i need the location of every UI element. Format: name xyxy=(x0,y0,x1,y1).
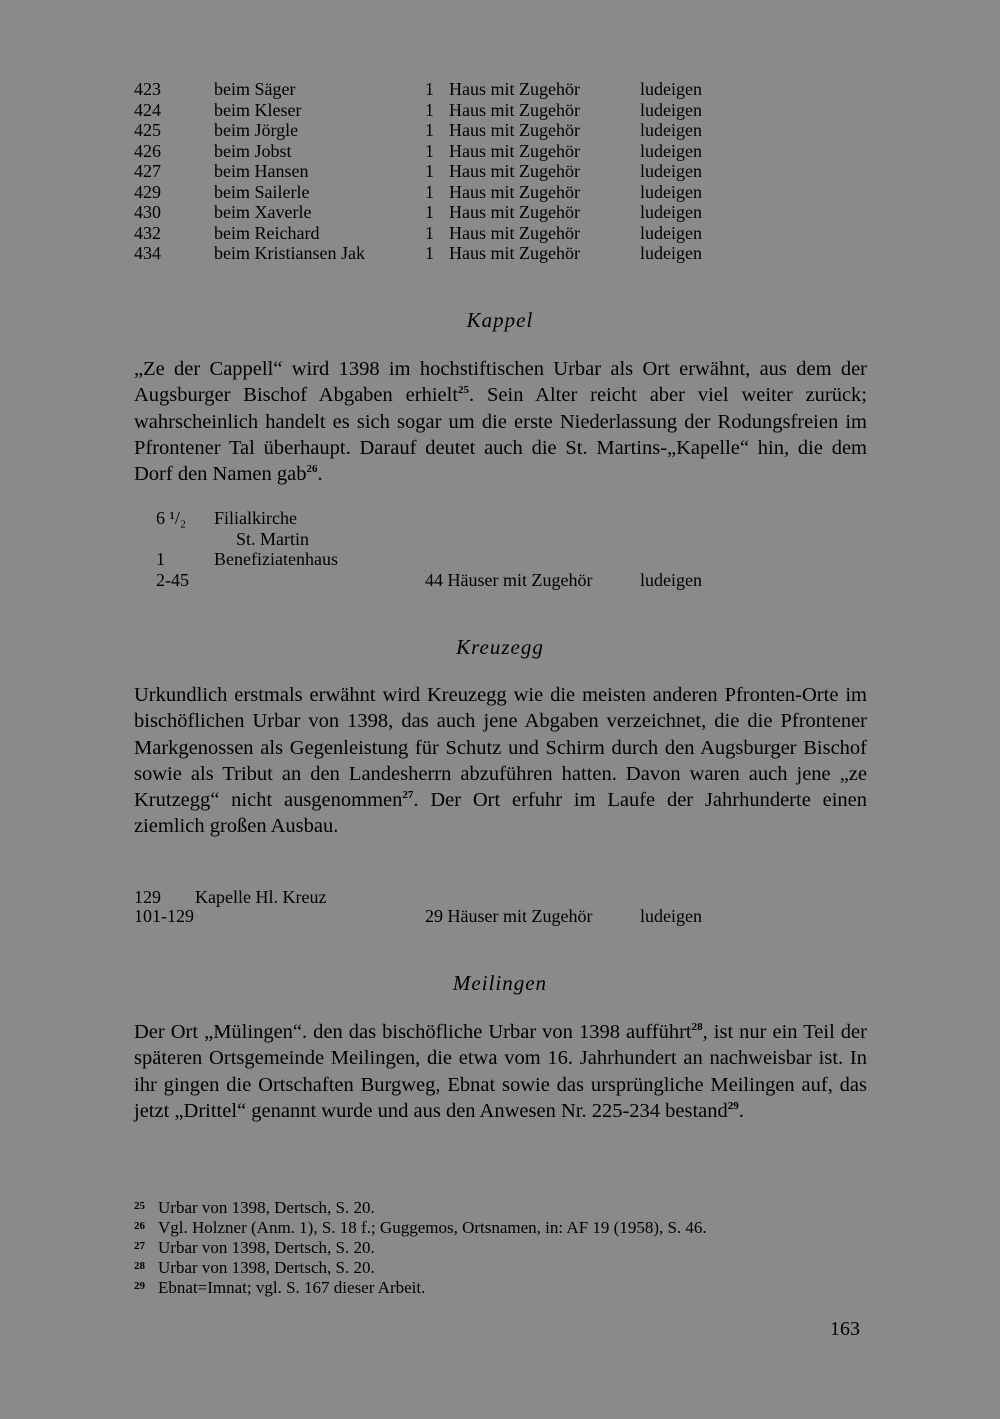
row-number: 432 xyxy=(134,222,161,243)
item-label: St. Martin xyxy=(236,528,310,549)
row-number: 430 xyxy=(134,202,161,222)
footnote-ref: 25 xyxy=(458,384,470,397)
paragraph-text: , ist nur ein Teil der späteren Ortsgemeinde Meilingen, die etwa vom 16. Jahrhundert an nachweisbar ist. In ihr gingen die Ortschaften Burgweg, Ebnat sowie das ursprüngliche Meilingen auf, das jetzt „Drittel“ genannt wurde und aus den Anwesen Nr. 225-234 bestand xyxy=(134,1021,867,1122)
footnote xyxy=(134,1216,707,1238)
row-qty: 1 xyxy=(425,222,434,243)
row-desc: Haus mit Zugehör xyxy=(449,161,580,181)
item-status: ludeigen xyxy=(640,906,702,926)
paragraph-text: . Der Ort erfuhr im Laufe der Jahrhunderte einen ziemlich großen Ausbau. xyxy=(134,789,868,838)
section-heading-kappel: Kappel xyxy=(466,308,534,332)
footnote-ref: 26 xyxy=(306,463,318,476)
row-qty: 1 xyxy=(425,181,434,202)
footnote-number: 25 xyxy=(134,1200,145,1212)
paragraph-text: Der Ort „Mülingen“. den das bischöfliche Urbar von 1398 aufführt xyxy=(134,1021,692,1043)
paragraph-text: . Sein Alter reicht aber viel weiter zurück; wahrscheinlich handelt es sich sogar um die erste Niederlassung der Rodungsfreien im Pfrontener Tal überhaupt. Darauf deutet auch die St. Martins-„Kapelle“ hin, die dem Dorf den Namen gab xyxy=(134,384,867,486)
row-status: ludeigen xyxy=(640,140,702,161)
row-desc: Haus mit Zugehör xyxy=(449,140,580,161)
item-number: 2-45 xyxy=(156,569,189,590)
footnote-ref: 29 xyxy=(727,1099,739,1112)
row-desc: Haus mit Zugehör xyxy=(449,79,580,99)
item-label: Filialkirche xyxy=(214,508,297,528)
section-heading-meilingen: Meilingen xyxy=(452,971,548,995)
row-desc: Haus mit Zugehör xyxy=(449,181,580,202)
row-status: ludeigen xyxy=(640,202,702,222)
footnote-text: Vgl. Holzner (Anm. 1), S. 18 f.; Guggemos, Ortsnamen, in: AF 19 (1958), S. 46. xyxy=(158,1218,707,1237)
row-desc: Haus mit Zugehör xyxy=(449,120,580,140)
row-number: 429 xyxy=(134,181,161,202)
paragraph-kappel xyxy=(134,356,867,487)
item-number: 6 ¹/₂ xyxy=(156,508,187,528)
row-number: 424 xyxy=(134,99,161,120)
item-number: 101-129 xyxy=(134,906,194,926)
row-status: ludeigen xyxy=(640,181,702,202)
row-number: 423 xyxy=(134,79,161,99)
row-qty: 1 xyxy=(425,120,434,140)
item-label: Benefiziatenhaus xyxy=(214,549,338,569)
row-qty: 1 xyxy=(425,243,434,263)
item-number: 129 xyxy=(134,887,161,907)
item-desc: 44 Häuser mit Zugehör xyxy=(425,569,593,590)
row-desc: Haus mit Zugehör xyxy=(449,202,580,222)
paragraph-text: Urkundlich erstmals erwähnt wird Kreuzegg wie die meisten anderen Pfronten-Orte im bischöflichen Urbar von 1398, das auch jene Abgaben verzeichnet, die die Pfrontener Markgenossen als Gegenleistung für Schutz und Schirm durch den Augsburger Bischof sowie als Tribut an den Landesherrn abzuführen hatten. Davon waren auch jene „ze Krutzegg“ nicht ausgenommen xyxy=(134,684,867,812)
page-number: 163 xyxy=(830,1318,860,1340)
paragraph-kreuzegg xyxy=(134,682,867,840)
row-name: beim Xaverle xyxy=(214,202,312,222)
footnote xyxy=(134,1196,375,1218)
paragraph-text: „Ze der Cappell“ wird 1398 im hochstiftischen Urbar als Ort erwähnt, aus dem der Augsburger Bischof Abgaben erhielt xyxy=(134,358,867,407)
item-label: Kapelle Hl. Kreuz xyxy=(195,887,327,907)
row-name: beim Jobst xyxy=(214,140,292,161)
row-qty: 1 xyxy=(425,99,434,120)
footnote-text: Urbar von 1398, Dertsch, S. 20. xyxy=(158,1258,375,1277)
row-name: beim Hansen xyxy=(214,161,309,181)
section-heading-kreuzegg: Kreuzegg xyxy=(456,635,544,659)
row-status: ludeigen xyxy=(640,222,702,243)
row-desc: Haus mit Zugehör xyxy=(449,99,580,120)
row-number: 434 xyxy=(134,243,161,263)
row-qty: 1 xyxy=(425,79,434,99)
footnote-ref: 28 xyxy=(691,1021,703,1033)
row-qty: 1 xyxy=(425,140,434,161)
row-status: ludeigen xyxy=(640,161,702,181)
footnote-text: Urbar von 1398, Dertsch, S. 20. xyxy=(158,1198,375,1217)
footnote-number: 26 xyxy=(134,1220,145,1232)
row-qty: 1 xyxy=(425,202,434,222)
footnote-text: Ebnat=Imnat; vgl. S. 167 dieser Arbeit. xyxy=(158,1278,426,1297)
row-status: ludeigen xyxy=(640,79,702,99)
row-status: ludeigen xyxy=(640,243,702,263)
row-number: 426 xyxy=(134,140,161,161)
row-number: 425 xyxy=(134,120,161,140)
item-number: 1 xyxy=(156,549,165,569)
row-desc: Haus mit Zugehör xyxy=(449,222,580,243)
footnote xyxy=(134,1256,375,1278)
footnote-number: 29 xyxy=(134,1280,145,1292)
row-name: beim Kristiansen Jak xyxy=(214,243,365,263)
paragraph-text: . xyxy=(317,463,323,486)
paragraph-meilingen xyxy=(134,1019,867,1124)
row-name: beim Kleser xyxy=(214,99,302,120)
row-qty: 1 xyxy=(425,161,434,181)
item-status: ludeigen xyxy=(640,569,702,590)
paragraph-text: . xyxy=(738,1099,744,1122)
row-name: beim Säger xyxy=(214,79,296,99)
footnote-text: Urbar von 1398, Dertsch, S. 20. xyxy=(158,1238,375,1257)
row-status: ludeigen xyxy=(640,120,702,140)
footnote-number: 28 xyxy=(134,1260,145,1272)
item-desc: 29 Häuser mit Zugehör xyxy=(425,906,593,926)
row-number: 427 xyxy=(134,161,161,181)
footnote xyxy=(134,1236,375,1258)
row-status: ludeigen xyxy=(640,99,702,120)
footnote-number: 27 xyxy=(134,1240,145,1252)
row-desc: Haus mit Zugehör xyxy=(449,243,580,263)
row-name: beim Reichard xyxy=(214,222,320,243)
row-name: beim Jörgle xyxy=(214,120,299,140)
footnote xyxy=(134,1276,425,1298)
row-name: beim Sailerle xyxy=(214,181,310,202)
footnote-ref: 27 xyxy=(402,789,414,802)
